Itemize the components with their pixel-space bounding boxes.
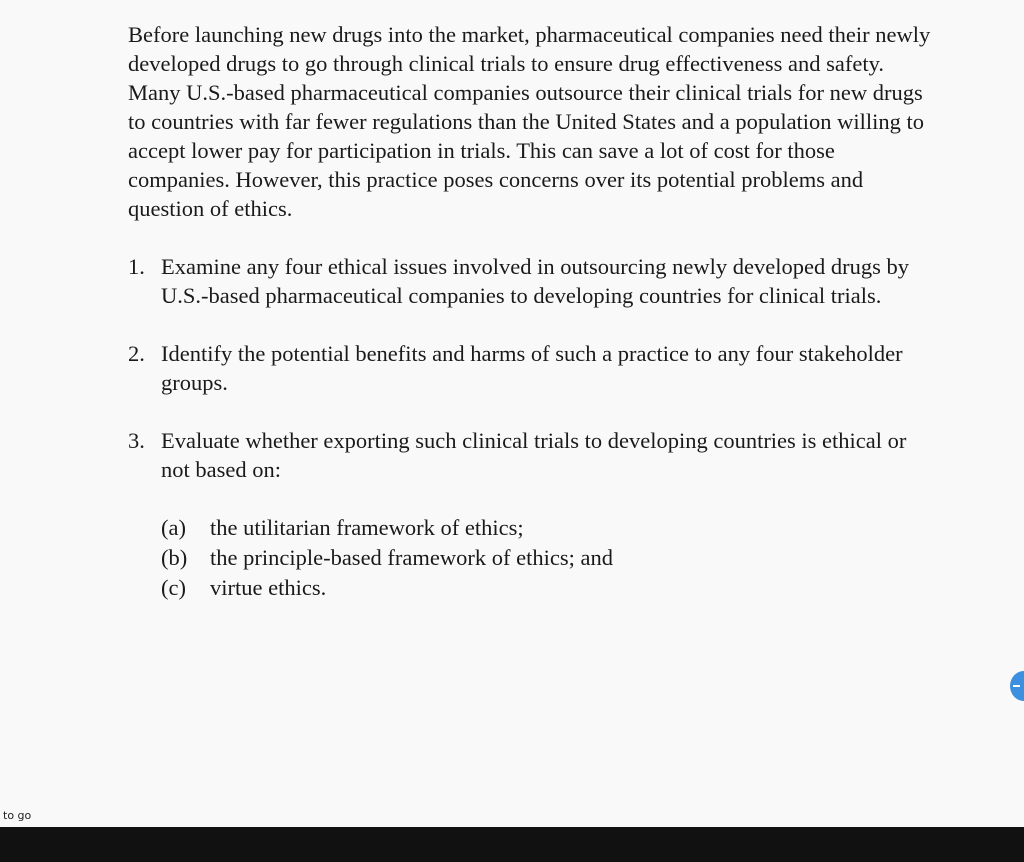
footer-text: to go — [3, 809, 32, 822]
framework-list — [161, 513, 938, 603]
framework-item-a — [161, 513, 938, 543]
framework-marker: (a) — [161, 515, 186, 540]
question-number: 1. — [128, 254, 145, 279]
question-list — [128, 252, 938, 603]
framework-text: virtue ethics. — [210, 575, 327, 600]
question-number: 2. — [128, 341, 145, 366]
question-item-2 — [128, 339, 938, 397]
question-number: 3. — [128, 428, 145, 453]
question-item-3 — [128, 426, 938, 603]
framework-marker: (c) — [161, 575, 186, 600]
question-text: Evaluate whether exporting such clinical trials to developing countries is ethical or not based on: — [161, 428, 907, 482]
question-text: Examine any four ethical issues involved in outsourcing newly developed drugs by U.S.-based pharmaceutical companies to developing countries for clinical trials. — [161, 254, 909, 308]
framework-item-c — [161, 573, 938, 603]
bottom-bar — [0, 827, 1024, 862]
question-item-1 — [128, 252, 938, 310]
collapse-icon[interactable] — [1010, 671, 1024, 701]
framework-marker: (b) — [161, 545, 188, 570]
framework-text: the principle-based framework of ethics; and — [210, 545, 613, 570]
intro-paragraph: Before launching new drugs into the market, pharmaceutical companies need their newly developed drugs to go through clinical trials to ensure drug effectiveness and safety. Many U.S.-based pharmaceutical companies outsource their clinical trials for new drugs to countries with far fewer regulations than the United States and a population willing to accept lower pay for participation in trials. This can save a lot of cost for those companies. However, this practice poses concerns over its potential problems and question of ethics. — [128, 22, 931, 221]
framework-text: the utilitarian framework of ethics; — [210, 515, 524, 540]
framework-item-b — [161, 543, 938, 573]
question-text: Identify the potential benefits and harms of such a practice to any four stakeholder groups. — [161, 341, 903, 395]
document-body — [128, 20, 938, 632]
